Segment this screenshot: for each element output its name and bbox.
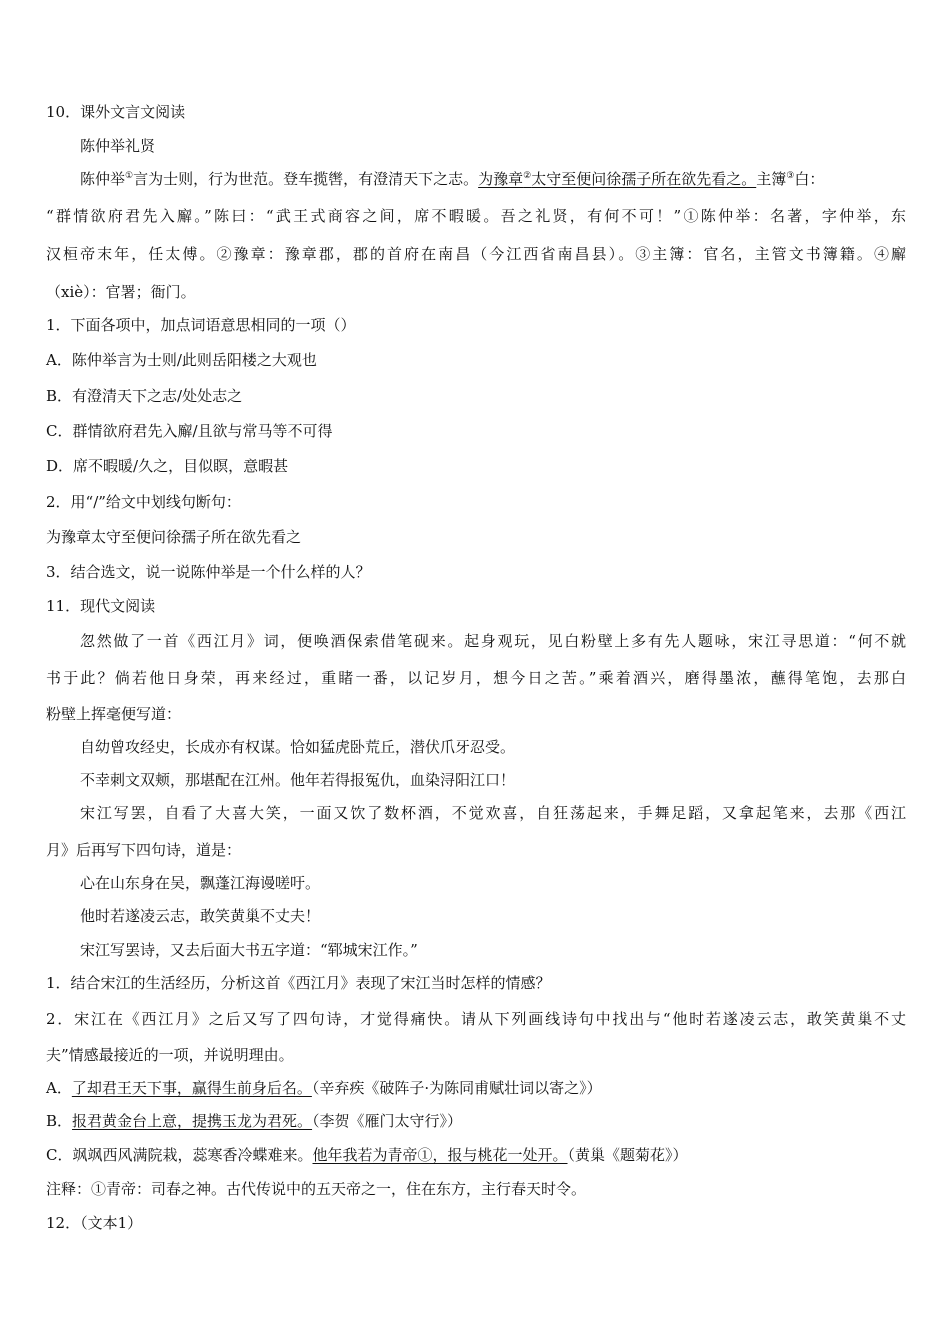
- verse-text: 飒飒西风满院栽，蕊寒香冷蝶难来。: [72, 1146, 313, 1164]
- q11-option-b: [46, 1111, 906, 1131]
- q10-question-2-text: 为豫章太守至便问徐孺子所在欲先看之: [46, 528, 302, 546]
- footnote-mark: ②: [523, 171, 532, 181]
- underlined-verse: 他年我若为青帝①，报与桃花一处开。: [312, 1146, 568, 1164]
- q11-option-c: [46, 1145, 906, 1165]
- underlined-verse: 报君黄金台上意，提携玉龙为君死。: [72, 1112, 313, 1130]
- q10-question-3: 3．结合选文，说一说陈仲举是一个什么样的人？: [46, 563, 371, 581]
- underlined-sentence: [478, 170, 756, 188]
- q11-heading: 11．现代文阅读: [46, 597, 156, 615]
- underlined-verse: 了却君王天下事，赢得生前身后名。: [71, 1079, 312, 1097]
- source-citation: （黄巢《题菊花》）: [567, 1146, 688, 1164]
- q10-passage-line-4: （xiè）：官署；衙门。: [46, 283, 196, 301]
- option-label: A．: [46, 1079, 72, 1097]
- q12-heading: 12．（文本1）: [46, 1214, 143, 1232]
- source-citation: （辛弃疾《破阵子·为陈同甫赋壮词以寄之》）: [311, 1079, 602, 1097]
- q10-option-b: B．有澄清天下之志/处处志之: [46, 387, 243, 405]
- q11-passage-line-6: 宋江写罢诗，又去后面大书五字道：“郓城宋江作。”: [80, 941, 418, 959]
- q10-question-1: 1．下面各项中，加点词语意思相同的一项（）: [46, 316, 356, 334]
- q11-passage-line-4: 宋江写罢，自看了大喜大笑，一面又饮了数杯酒，不觉欢喜，自狂荡起来，手舞足蹈，又拿起笔来，去那《西江: [80, 804, 906, 822]
- q11-poem-line-1: 自幼曾攻经史，长成亦有权谋。恰如猛虎卧荒丘，潜伏爪牙忍受。: [80, 738, 516, 756]
- q11-note: 注释：①青帝：司春之神。古代传说中的五天帝之一，住在东方，主行春天时令。: [46, 1180, 587, 1198]
- text-run: 言为士则，行为世范。登车揽辔，有澄清天下之志。: [133, 170, 479, 188]
- text-run: 太守至便问徐孺子所在欲先看之。: [531, 170, 757, 188]
- q10-passage-line-1: [80, 169, 906, 189]
- q11-poem-line-4: 他时若遂凌云志，敢笑黄巢不丈夫！: [80, 907, 321, 925]
- q11-poem-line-3: 心在山东身在吴，飘蓬江海谩嗟吁。: [80, 874, 321, 892]
- q11-option-a: [46, 1078, 906, 1098]
- q11-question-1: 1．结合宋江的生活经历，分析这首《西江月》表现了宋江当时怎样的情感？: [46, 974, 551, 992]
- q10-option-d: D．席不暇暖/久之，目似瞑，意暇甚: [46, 457, 289, 475]
- option-label: B．: [46, 1112, 73, 1130]
- q11-passage-line-5: 月》后再写下四句诗，道是：: [46, 841, 242, 859]
- q10-passage-line-3: 汉桓帝末年，任太傅。②豫章：豫章郡，郡的首府在南昌（今江西省南昌县）。③主簿：官名，主管文书簿籍。④廨: [46, 245, 906, 263]
- q11-poem-line-2: 不幸刺文双颊，那堪配在江州。他年若得报冤仇，血染浔阳江口！: [80, 771, 516, 789]
- text-run: 陈仲举: [80, 170, 126, 188]
- source-citation: （李贺《雁门太守行》）: [312, 1112, 463, 1130]
- q10-option-c: C．群情欲府君先入廨/且欲与常马等不可得: [46, 422, 333, 440]
- q11-passage-line-2: 书于此？倘若他日身荣，再来经过，重睹一番，以记岁月，想今日之苦。”乘着酒兴，磨得墨浓，蘸得笔饱，去那白: [46, 669, 906, 687]
- text-run: 为豫章: [478, 170, 524, 188]
- footnote-mark: ①: [125, 171, 134, 181]
- q10-option-a: A．陈仲举言为士则/此则岳阳楼之大观也: [46, 351, 317, 369]
- q10-heading: 10．课外文言文阅读: [46, 103, 186, 121]
- text-run: 主簿: [756, 170, 787, 188]
- q10-passage-line-2: “群情欲府君先入廨。”陈曰：“武王式商容之间，席不暇暖。吾之礼贤，有何不可！”①陈仲举：名著，字仲举，东: [46, 207, 906, 225]
- option-label: C．: [46, 1146, 73, 1164]
- q11-question-2-line-1: 2．宋江在《西江月》之后又写了四句诗，才觉得痛快。请从下列画线诗句中找出与“他时若遂凌云志，敢笑黄巢不丈: [46, 1010, 906, 1028]
- footnote-mark: ③: [786, 171, 795, 181]
- text-run: 白：: [794, 170, 825, 188]
- q11-passage-line-1: 忽然做了一首《西江月》词，便唤酒保索借笔砚来。起身观玩，见白粉壁上多有先人题咏，宋江寻思道：“何不就: [80, 632, 906, 650]
- q10-passage-title: 陈仲举礼贤: [80, 137, 156, 155]
- q11-passage-line-3: 粉壁上挥毫便写道：: [46, 705, 182, 723]
- q10-question-2: 2．用“/”给文中划线句断句：: [46, 493, 241, 511]
- q11-question-2-line-2: 夫”情感最接近的一项，并说明理由。: [46, 1046, 294, 1064]
